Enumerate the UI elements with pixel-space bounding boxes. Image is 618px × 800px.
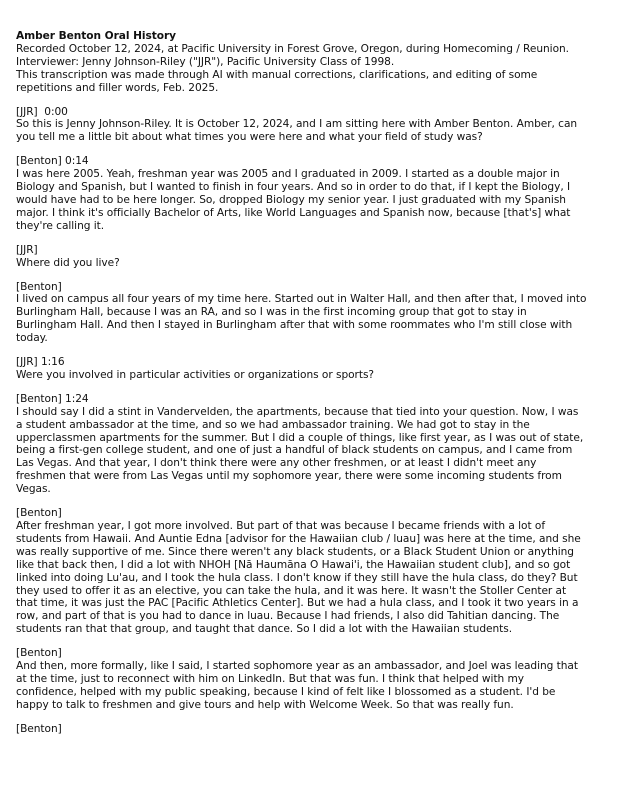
paragraph-gap bbox=[16, 496, 606, 507]
transcript-line: I should say I did a stint in Vandervelden, the apartments, because that tied into your question. Now, I was bbox=[16, 405, 579, 418]
header-line: This transcription was made through AI with manual corrections, clarifications, and editing of some bbox=[16, 68, 538, 81]
transcript-line: I was here 2005. Yeah, freshman year was 2005 and I graduated in 2009. I started as a double major in bbox=[16, 168, 560, 181]
document-title: Amber Benton Oral History bbox=[16, 30, 177, 42]
transcript-line: Burlingham Hall, because I was an RA, and so I was in the first incoming group that got to stay in bbox=[16, 306, 527, 319]
transcript-line: like that back then, I did a lot with NHOH [Nā Haumāna O Hawai'i, the Hawaiian student club], and so got bbox=[16, 558, 571, 571]
transcript-line: I lived on campus all four years of my time here. Started out in Walter Hall, and then after that, I moved into bbox=[16, 293, 587, 306]
document-header bbox=[16, 30, 606, 95]
paragraph-gap bbox=[16, 270, 606, 281]
paragraph-gap bbox=[16, 712, 606, 723]
transcript-line: at the time, just to reconnect with him on LinkedIn. But that was fun. I think that helped with my bbox=[16, 672, 525, 685]
transcript-section bbox=[16, 106, 606, 145]
paragraph-gap bbox=[16, 345, 606, 356]
transcript-line: would have had to be here longer. So, dropped Biology my senior year. I just graduated with my Spanish bbox=[16, 193, 566, 206]
transcript-line: a student ambassador at the time, and so we had ambassador training. We had got to stay in the bbox=[16, 418, 530, 431]
transcript-line: Were you involved in particular activities or organizations or sports? bbox=[16, 368, 375, 381]
header-line: Recorded October 12, 2024, at Pacific University in Forest Grove, Oregon, during Homecoming / Reunion. bbox=[16, 42, 569, 55]
transcript-line: was really supportive of me. Since there weren't any black students, or a Black Student Union or anything bbox=[16, 545, 574, 558]
transcript-line: And then, more formally, like I said, I started sophomore year as an ambassador, and Joel was leading that bbox=[16, 660, 578, 673]
transcript-section bbox=[16, 244, 606, 270]
paragraph-gap bbox=[16, 95, 606, 106]
header-line: repetitions and filler words, Feb. 2025. bbox=[16, 81, 219, 94]
paragraph-gap bbox=[16, 382, 606, 393]
transcript-section bbox=[16, 647, 606, 712]
transcript-line: today. bbox=[16, 332, 48, 345]
transcript-section bbox=[16, 356, 606, 382]
transcript-line: they used to offer it as an elective, you can take the hula, and it was here. It wasn't the Stoller Center at bbox=[16, 584, 567, 597]
transcript-line: major. I think it's officially Bachelor of Arts, like World Languages and Spanish now, because [that's] what bbox=[16, 206, 571, 219]
transcript-section bbox=[16, 723, 606, 736]
speaker-label: [Benton] bbox=[16, 647, 62, 660]
speaker-label: [Benton] 0:14 bbox=[16, 155, 89, 168]
speaker-label: [Benton] bbox=[16, 507, 62, 520]
speaker-label: [Benton] bbox=[16, 280, 62, 293]
header-line: Interviewer: Jenny Johnson-Riley ("JJR"), Pacific University Class of 1998. bbox=[16, 55, 395, 68]
transcript-section bbox=[16, 507, 606, 636]
transcript-line: Where did you live? bbox=[16, 256, 120, 269]
transcript-line: After freshman year, I got more involved. But part of that was because I became friends with a lot of bbox=[16, 520, 546, 532]
speaker-label: [JJR] bbox=[16, 243, 38, 256]
transcript-line: being a first-gen college student, and one of just a handful of black students on campus, and I came from bbox=[16, 444, 573, 457]
transcript-line: Vegas. bbox=[16, 483, 51, 496]
transcript-line: So this is Jenny Johnson-Riley. It is October 12, 2024, and I am sitting here with Amber Benton. Amber, can bbox=[16, 118, 578, 131]
speaker-label: [Benton] bbox=[16, 722, 62, 735]
transcript-line: row, and part of that is you had to dance in luau. Because I had friends, I also did Tahitian dancing. The bbox=[16, 610, 560, 623]
transcript-line: freshmen that were from Las Vegas until my sophomore year, there were some incoming students from bbox=[16, 470, 562, 483]
transcript-section bbox=[16, 393, 606, 496]
transcript-line: upperclassmen apartments for the summer. But I did a couple of things, like first year, as I was out of state, bbox=[16, 431, 584, 444]
speaker-label: [JJR] 1:16 bbox=[16, 356, 65, 369]
transcript-line: students ran that that group, and taught that dance. So I did a lot with the Hawaiian students. bbox=[16, 623, 513, 636]
transcript-section bbox=[16, 281, 606, 346]
transcript-page bbox=[16, 30, 606, 736]
transcript-line: Burlingham Hall. And then I stayed in Burlingham after that with some roommates who I'm still close with bbox=[16, 319, 573, 332]
paragraph-gap bbox=[16, 636, 606, 647]
transcript-line: you tell me a little bit about what times you were here and what your field of study was? bbox=[16, 131, 483, 144]
transcript-line: confidence, helped with my public speaking, because I kind of felt like I blossomed as a student. I'd be bbox=[16, 685, 556, 698]
transcript-line: linked into doing Lu'au, and I took the hula class. I don't know if they still have the hula class, do they? But bbox=[16, 571, 578, 584]
paragraph-gap bbox=[16, 233, 606, 244]
transcript-section bbox=[16, 155, 606, 232]
transcript-body bbox=[16, 95, 606, 736]
transcript-line: happy to talk to freshmen and give tours and help with Welcome Week. So that was really fun. bbox=[16, 698, 514, 711]
transcript-line: Biology and Spanish, but I wanted to finish in four years. And so in order to do that, if I kept the Biology, I bbox=[16, 181, 571, 194]
transcript-line: that time, it was just the PAC [Pacific Athletics Center]. But we had a hula class, and I took it two years in a bbox=[16, 597, 579, 610]
transcript-line: they're calling it. bbox=[16, 219, 105, 232]
transcript-line: Las Vegas. And that year, I don't think there were any other freshmen, or at least I didn't meet any bbox=[16, 457, 537, 470]
speaker-label: [JJR] 0:00 bbox=[16, 105, 68, 118]
speaker-label: [Benton] 1:24 bbox=[16, 392, 89, 405]
paragraph-gap bbox=[16, 144, 606, 155]
transcript-line: students from Hawaii. And Auntie Edna [advisor for the Hawaiian club / luau] was here at the time, and she bbox=[16, 532, 581, 545]
